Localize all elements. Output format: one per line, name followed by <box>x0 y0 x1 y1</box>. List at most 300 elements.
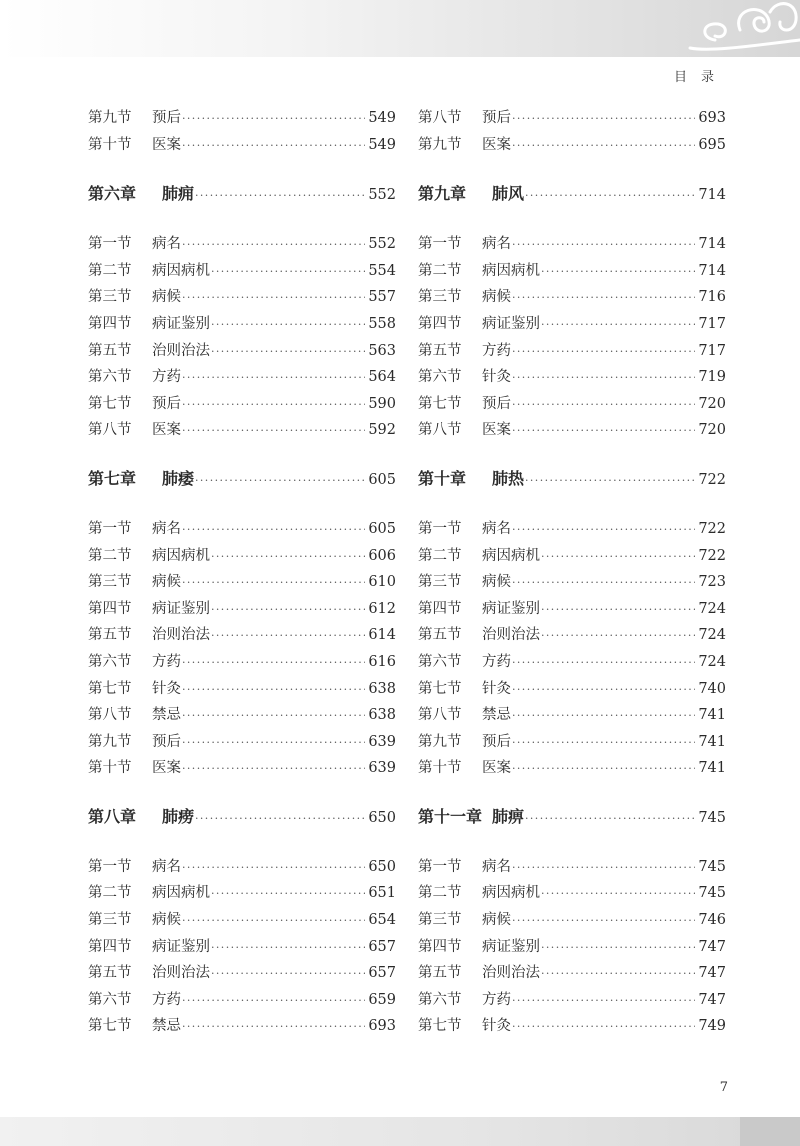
section-label: 第七节 <box>418 1018 462 1035</box>
section-title: 病名 <box>152 858 181 875</box>
section-title: 治则治法 <box>152 342 210 359</box>
section-page-number: 745 <box>698 858 726 875</box>
section-label: 第三节 <box>88 289 132 306</box>
leader-dots <box>512 517 695 544</box>
toc-section-row <box>418 364 726 391</box>
toc-chapter-row <box>418 180 726 207</box>
leader-dots <box>182 677 365 704</box>
section-label: 第四节 <box>418 315 462 332</box>
section-title: 医案 <box>152 136 181 153</box>
header-band <box>0 0 800 57</box>
section-label: 第一节 <box>88 520 132 537</box>
section-title: 针灸 <box>482 1018 511 1035</box>
section-label: 第十节 <box>418 760 462 777</box>
toc-section-row <box>88 569 396 596</box>
section-page-number: 558 <box>368 315 396 332</box>
toc-section-row <box>88 755 396 782</box>
chapter-title: 肺风 <box>492 184 525 204</box>
section-title: 治则治法 <box>482 627 540 644</box>
section-page-number: 724 <box>698 627 726 644</box>
section-page-number: 616 <box>368 653 396 670</box>
toc-section-row <box>88 676 396 703</box>
toc-section-row <box>418 105 726 132</box>
section-page-number: 724 <box>698 653 726 670</box>
section-label: 第七节 <box>88 1018 132 1035</box>
section-label: 第三节 <box>88 912 132 929</box>
toc-section-row <box>418 854 726 881</box>
toc-section-row <box>88 258 396 285</box>
section-page-number: 650 <box>368 858 396 875</box>
leader-dots <box>182 285 365 312</box>
toc-section-row <box>418 702 726 729</box>
leader-dots <box>525 467 695 494</box>
toc-section-row <box>88 880 396 907</box>
toc-chapter-row <box>88 465 396 492</box>
chapter-title: 肺热 <box>492 468 525 488</box>
leader-dots <box>182 756 365 783</box>
toc-section-row <box>418 543 726 570</box>
leader-dots <box>195 467 365 494</box>
toc-section-row <box>88 516 396 543</box>
leader-dots <box>512 392 695 419</box>
chapter-label: 第十章 <box>418 468 467 488</box>
toc-section-row <box>418 596 726 623</box>
section-title: 病因病机 <box>152 547 210 564</box>
section-label: 第二节 <box>418 885 462 902</box>
section-page-number: 549 <box>368 110 396 126</box>
section-page-number: 741 <box>698 707 726 724</box>
footer-band <box>0 1117 800 1146</box>
toc-section-row <box>418 231 726 258</box>
section-label: 第三节 <box>418 912 462 929</box>
section-page-number: 563 <box>368 342 396 359</box>
section-page-number: 657 <box>368 965 396 982</box>
leader-dots <box>182 730 365 757</box>
section-label: 第四节 <box>418 600 462 617</box>
section-title: 预后 <box>152 733 181 750</box>
leader-dots <box>182 650 365 677</box>
section-title: 病因病机 <box>482 547 540 564</box>
section-title: 医案 <box>482 760 511 777</box>
section-title: 禁忌 <box>152 1018 181 1035</box>
section-label: 第二节 <box>418 262 462 279</box>
section-page-number: 638 <box>368 707 396 724</box>
leader-dots <box>512 570 695 597</box>
leader-dots <box>541 312 695 339</box>
leader-dots <box>182 392 365 419</box>
section-page-number: 552 <box>368 236 396 253</box>
section-title: 病因病机 <box>152 885 210 902</box>
section-label: 第四节 <box>88 315 132 332</box>
section-page-number: 549 <box>368 136 396 153</box>
toc-section-row <box>88 391 396 418</box>
section-title: 病因病机 <box>152 262 210 279</box>
section-title: 治则治法 <box>152 627 210 644</box>
leader-dots <box>211 544 365 571</box>
section-title: 预后 <box>482 395 511 412</box>
chapter-page-number: 552 <box>368 187 396 204</box>
leader-dots <box>512 756 695 783</box>
leader-dots <box>211 339 365 366</box>
section-title: 预后 <box>482 110 511 126</box>
toc-section-row <box>88 622 396 649</box>
leader-dots <box>512 339 695 366</box>
toc-column-right <box>418 105 726 1040</box>
chapter-page-number: 714 <box>698 187 726 204</box>
section-page-number: 719 <box>698 369 726 386</box>
leader-dots <box>182 988 365 1015</box>
section-title: 病名 <box>152 236 181 253</box>
toc-section-row <box>418 1013 726 1040</box>
section-page-number: 659 <box>368 991 396 1008</box>
leader-dots <box>512 988 695 1015</box>
section-page-number: 717 <box>698 315 726 332</box>
footer-tab <box>740 1117 800 1146</box>
section-title: 治则治法 <box>482 965 540 982</box>
section-label: 第六节 <box>88 653 132 670</box>
leader-dots <box>512 232 695 259</box>
section-page-number: 606 <box>368 547 396 564</box>
section-title: 医案 <box>152 422 181 439</box>
toc-section-row <box>418 569 726 596</box>
section-label: 第五节 <box>88 342 132 359</box>
section-title: 针灸 <box>152 680 181 697</box>
section-page-number: 747 <box>698 938 726 955</box>
section-page-number: 724 <box>698 600 726 617</box>
section-label: 第四节 <box>88 600 132 617</box>
section-label: 第三节 <box>88 574 132 591</box>
chapter-label: 第十一章 <box>418 806 483 826</box>
section-page-number: 590 <box>368 395 396 412</box>
section-label: 第一节 <box>88 858 132 875</box>
section-page-number: 741 <box>698 760 726 777</box>
leader-dots <box>182 703 365 730</box>
section-title: 禁忌 <box>152 707 181 724</box>
leader-dots <box>525 182 695 209</box>
leader-dots <box>182 365 365 392</box>
toc-chapter-row <box>418 465 726 492</box>
toc-section-row <box>88 960 396 987</box>
toc-section-row <box>88 729 396 756</box>
toc-section-row <box>88 907 396 934</box>
section-page-number: 746 <box>698 912 726 929</box>
section-page-number: 639 <box>368 760 396 777</box>
wave-ornament-icon <box>660 0 800 57</box>
section-page-number: 720 <box>698 395 726 412</box>
section-page-number: 693 <box>698 110 726 126</box>
leader-dots <box>512 285 695 312</box>
section-title: 病候 <box>482 912 511 929</box>
chapter-label: 第九章 <box>418 184 467 204</box>
section-title: 病候 <box>482 289 511 306</box>
section-title: 禁忌 <box>482 707 511 724</box>
section-label: 第二节 <box>88 547 132 564</box>
toc-section-row <box>88 105 396 132</box>
section-label: 第四节 <box>418 938 462 955</box>
leader-dots <box>211 935 365 962</box>
toc-section-row <box>418 258 726 285</box>
section-label: 第一节 <box>418 520 462 537</box>
toc-section-row <box>88 854 396 881</box>
leader-dots <box>182 106 365 133</box>
section-page-number: 564 <box>368 369 396 386</box>
toc-chapter-row <box>418 803 726 830</box>
chapter-title: 肺痿 <box>162 468 195 488</box>
section-label: 第七节 <box>88 395 132 412</box>
section-title: 医案 <box>482 422 511 439</box>
section-label: 第三节 <box>418 289 462 306</box>
chapter-page-number: 605 <box>368 471 396 488</box>
leader-dots <box>541 881 695 908</box>
section-title: 预后 <box>482 733 511 750</box>
section-page-number: 723 <box>698 574 726 591</box>
running-header-title: 目录 <box>673 70 728 85</box>
leader-dots <box>512 908 695 935</box>
section-title: 病候 <box>152 574 181 591</box>
section-label: 第六节 <box>418 991 462 1008</box>
leader-dots <box>525 805 695 832</box>
section-label: 第八节 <box>418 422 462 439</box>
leader-dots <box>541 623 695 650</box>
section-label: 第四节 <box>88 938 132 955</box>
leader-dots <box>211 597 365 624</box>
section-label: 第五节 <box>418 342 462 359</box>
section-title: 病证鉴别 <box>482 315 540 332</box>
section-label: 第十节 <box>88 136 132 153</box>
toc-section-row <box>88 364 396 391</box>
leader-dots <box>182 418 365 445</box>
toc-section-row <box>88 596 396 623</box>
section-label: 第一节 <box>418 858 462 875</box>
toc-section-row <box>88 132 396 159</box>
leader-dots <box>182 517 365 544</box>
section-title: 方药 <box>152 369 181 386</box>
section-page-number: 745 <box>698 885 726 902</box>
section-page-number: 554 <box>368 262 396 279</box>
section-title: 病名 <box>152 520 181 537</box>
section-page-number: 693 <box>368 1018 396 1035</box>
leader-dots <box>512 855 695 882</box>
toc-section-row <box>418 729 726 756</box>
section-label: 第一节 <box>88 236 132 253</box>
toc-section-row <box>418 284 726 311</box>
section-title: 方药 <box>482 653 511 670</box>
leader-dots <box>512 650 695 677</box>
section-page-number: 720 <box>698 422 726 439</box>
section-title: 病证鉴别 <box>482 938 540 955</box>
section-title: 治则治法 <box>152 965 210 982</box>
toc-section-row <box>418 516 726 543</box>
leader-dots <box>211 312 365 339</box>
section-title: 病因病机 <box>482 885 540 902</box>
toc-section-row <box>88 702 396 729</box>
section-page-number: 741 <box>698 733 726 750</box>
toc-section-row <box>418 676 726 703</box>
leader-dots <box>512 1014 695 1041</box>
chapter-page-number: 745 <box>698 809 726 826</box>
section-page-number: 722 <box>698 520 726 537</box>
leader-dots <box>512 418 695 445</box>
section-title: 方药 <box>482 991 511 1008</box>
section-label: 第六节 <box>88 991 132 1008</box>
leader-dots <box>195 182 365 209</box>
leader-dots <box>512 730 695 757</box>
leader-dots <box>512 365 695 392</box>
toc-column-left <box>88 105 396 1040</box>
toc-section-row <box>418 338 726 365</box>
section-label: 第一节 <box>418 236 462 253</box>
leader-dots <box>541 935 695 962</box>
section-label: 第九节 <box>88 733 132 750</box>
chapter-label: 第七章 <box>88 468 137 488</box>
section-page-number: 614 <box>368 627 396 644</box>
section-label: 第八节 <box>418 707 462 724</box>
leader-dots <box>541 961 695 988</box>
section-label: 第七节 <box>418 680 462 697</box>
leader-dots <box>512 133 695 160</box>
toc-section-row <box>88 934 396 961</box>
section-label: 第十节 <box>88 760 132 777</box>
toc-section-row <box>418 417 726 444</box>
chapter-title: 肺痨 <box>162 806 195 826</box>
toc-chapter-row <box>88 180 396 207</box>
toc-section-row <box>88 543 396 570</box>
section-page-number: 657 <box>368 938 396 955</box>
toc-section-row <box>418 649 726 676</box>
section-label: 第九节 <box>418 136 462 153</box>
toc-section-row <box>418 311 726 338</box>
section-label: 第六节 <box>88 369 132 386</box>
section-page-number: 722 <box>698 547 726 564</box>
section-page-number: 638 <box>368 680 396 697</box>
section-label: 第五节 <box>418 965 462 982</box>
section-title: 针灸 <box>482 369 511 386</box>
chapter-page-number: 722 <box>698 471 726 488</box>
leader-dots <box>512 677 695 704</box>
section-label: 第九节 <box>418 733 462 750</box>
section-title: 针灸 <box>482 680 511 697</box>
section-title: 病名 <box>482 858 511 875</box>
section-page-number: 610 <box>368 574 396 591</box>
section-page-number: 747 <box>698 965 726 982</box>
section-title: 病名 <box>482 236 511 253</box>
leader-dots <box>182 908 365 935</box>
leader-dots <box>211 259 365 286</box>
toc-chapter-row <box>88 803 396 830</box>
section-page-number: 717 <box>698 342 726 359</box>
section-page-number: 605 <box>368 520 396 537</box>
section-page-number: 592 <box>368 422 396 439</box>
leader-dots <box>541 544 695 571</box>
toc-section-row <box>418 755 726 782</box>
section-page-number: 639 <box>368 733 396 750</box>
chapter-title: 肺痈 <box>162 184 195 204</box>
section-title: 方药 <box>152 991 181 1008</box>
section-page-number: 651 <box>368 885 396 902</box>
leader-dots <box>211 881 365 908</box>
toc-section-row <box>418 987 726 1014</box>
leader-dots <box>512 703 695 730</box>
section-page-number: 654 <box>368 912 396 929</box>
leader-dots <box>211 961 365 988</box>
toc-section-row <box>88 987 396 1014</box>
toc-section-row <box>88 231 396 258</box>
section-label: 第五节 <box>418 627 462 644</box>
leader-dots <box>541 597 695 624</box>
section-label: 第八节 <box>418 110 462 126</box>
leader-dots <box>211 623 365 650</box>
leader-dots <box>182 133 365 160</box>
section-title: 病证鉴别 <box>152 600 210 617</box>
toc-section-row <box>418 960 726 987</box>
leader-dots <box>541 259 695 286</box>
section-page-number: 714 <box>698 262 726 279</box>
section-label: 第九节 <box>88 110 132 126</box>
section-page-number: 716 <box>698 289 726 306</box>
chapter-label: 第八章 <box>88 806 137 826</box>
section-page-number: 695 <box>698 136 726 153</box>
section-title: 方药 <box>152 653 181 670</box>
section-label: 第二节 <box>418 547 462 564</box>
section-page-number: 612 <box>368 600 396 617</box>
section-title: 预后 <box>152 110 181 126</box>
toc-section-row <box>418 622 726 649</box>
leader-dots <box>182 1014 365 1041</box>
section-title: 医案 <box>152 760 181 777</box>
section-label: 第六节 <box>418 653 462 670</box>
section-label: 第二节 <box>88 885 132 902</box>
toc-section-row <box>418 391 726 418</box>
toc-section-row <box>418 934 726 961</box>
toc-section-row <box>88 338 396 365</box>
section-label: 第五节 <box>88 965 132 982</box>
section-title: 方药 <box>482 342 511 359</box>
section-title: 病证鉴别 <box>482 600 540 617</box>
section-label: 第八节 <box>88 707 132 724</box>
section-label: 第六节 <box>418 369 462 386</box>
section-page-number: 747 <box>698 991 726 1008</box>
toc-section-row <box>88 1013 396 1040</box>
section-label: 第七节 <box>88 680 132 697</box>
section-title: 病因病机 <box>482 262 540 279</box>
section-title: 病名 <box>482 520 511 537</box>
leader-dots <box>182 232 365 259</box>
toc-section-row <box>418 132 726 159</box>
leader-dots <box>512 106 695 133</box>
section-title: 病候 <box>152 289 181 306</box>
section-page-number: 740 <box>698 680 726 697</box>
toc-section-row <box>418 880 726 907</box>
section-label: 第五节 <box>88 627 132 644</box>
section-label: 第七节 <box>418 395 462 412</box>
section-page-number: 749 <box>698 1018 726 1035</box>
toc-section-row <box>88 417 396 444</box>
leader-dots <box>195 805 365 832</box>
section-label: 第二节 <box>88 262 132 279</box>
chapter-page-number: 650 <box>368 809 396 826</box>
section-label: 第八节 <box>88 422 132 439</box>
toc-section-row <box>418 907 726 934</box>
section-title: 病候 <box>482 574 511 591</box>
leader-dots <box>182 855 365 882</box>
page-number: 7 <box>719 1080 728 1095</box>
section-page-number: 714 <box>698 236 726 253</box>
chapter-label: 第六章 <box>88 184 137 204</box>
section-title: 医案 <box>482 136 511 153</box>
section-label: 第三节 <box>418 574 462 591</box>
chapter-title: 肺痹 <box>492 806 525 826</box>
section-title: 病证鉴别 <box>152 938 210 955</box>
